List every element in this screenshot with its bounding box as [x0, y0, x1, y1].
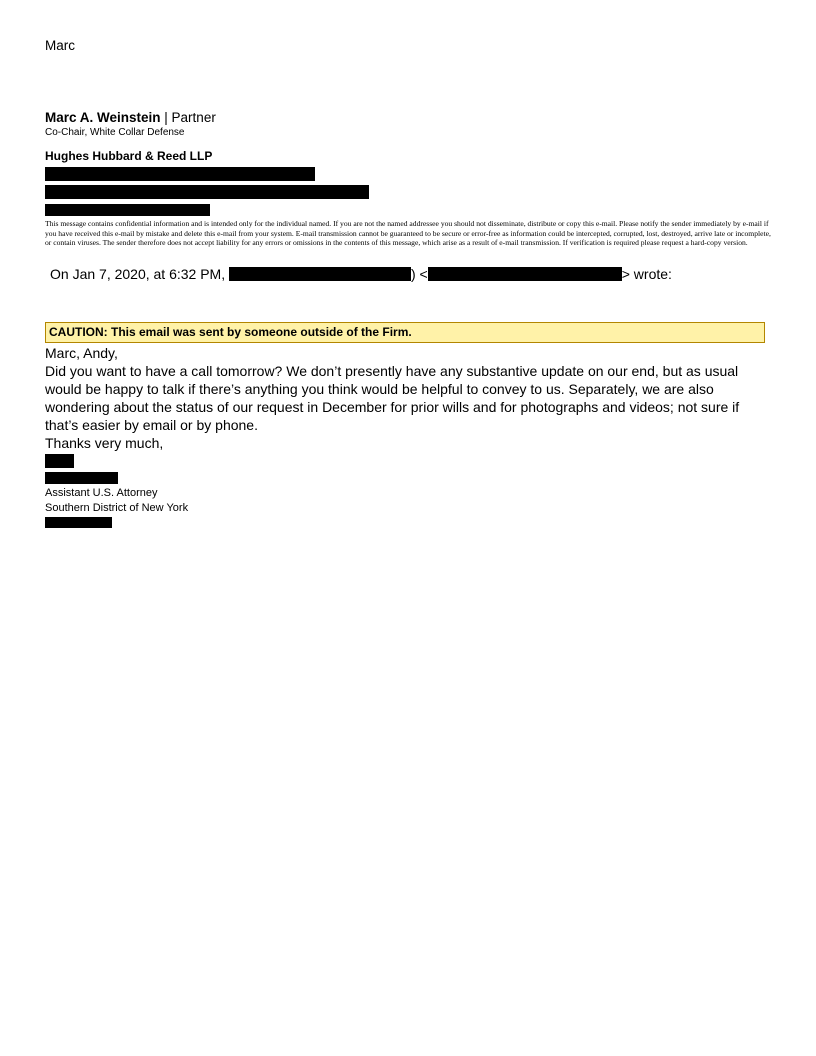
redaction-block — [45, 472, 118, 484]
quoted-header-suffix: > wrote: — [621, 266, 672, 282]
email-greeting: Marc, Andy, — [45, 345, 118, 361]
redaction-block — [45, 204, 210, 216]
signature-role: Partner — [171, 110, 216, 125]
redaction-block — [45, 185, 369, 199]
redaction-block — [229, 267, 411, 281]
confidentiality-disclaimer: This message contains confidential information and is intended only for the individual named. If you are not the named addressee you should not disseminate, distribute or copy this e-mail. Please notify the sender immediately by e-mail if you have received this e-mail by mistake and delete this e-mail from your system. E-mail transmission cannot be guaranteed to be secure or error-free as information could be intercepted, corrupted, lost, destroyed, arrive late or incomplete, or contain viruses. The sender therefore does not accept liability for any errors or omissions in the contents of this message, which arise as a result of e-mail transmission. If verification is required please request a hard-copy version. — [45, 219, 771, 248]
sender-title: Assistant U.S. Attorney — [45, 487, 158, 499]
email-closing: Thanks very much, — [45, 435, 164, 451]
quoted-header-prefix: On Jan 7, 2020, at 6:32 PM, — [50, 266, 226, 282]
redaction-block — [45, 167, 315, 181]
signature-separator: | — [160, 110, 172, 125]
quoted-header-middle: ) < — [411, 266, 428, 282]
quoted-header — [50, 265, 770, 283]
signature-firm: Hughes Hubbard & Reed LLP — [45, 149, 213, 163]
redaction-block — [45, 454, 74, 468]
email-body: Did you want to have a call tomorrow? We don’t presently have any substantive update on our end, but as usual would be happy to talk if there’s anything you think would be helpful to convey to us. Separately, we are also wondering about the status of our request in December for prior wills and for photographs and videos; not sure if that’s easier by email or by phone. — [45, 363, 740, 433]
signature-name: Marc A. Weinstein — [45, 110, 161, 125]
salutation-top: Marc — [45, 38, 75, 53]
signature-name-line — [45, 109, 216, 127]
caution-banner — [45, 322, 765, 343]
redaction-block — [45, 517, 112, 528]
signature-title: Co-Chair, White Collar Defense — [45, 127, 185, 138]
caution-banner-text: CAUTION: This email was sent by someone outside of the Firm. — [49, 325, 412, 339]
sender-office: Southern District of New York — [45, 502, 189, 514]
redaction-block — [428, 267, 622, 281]
